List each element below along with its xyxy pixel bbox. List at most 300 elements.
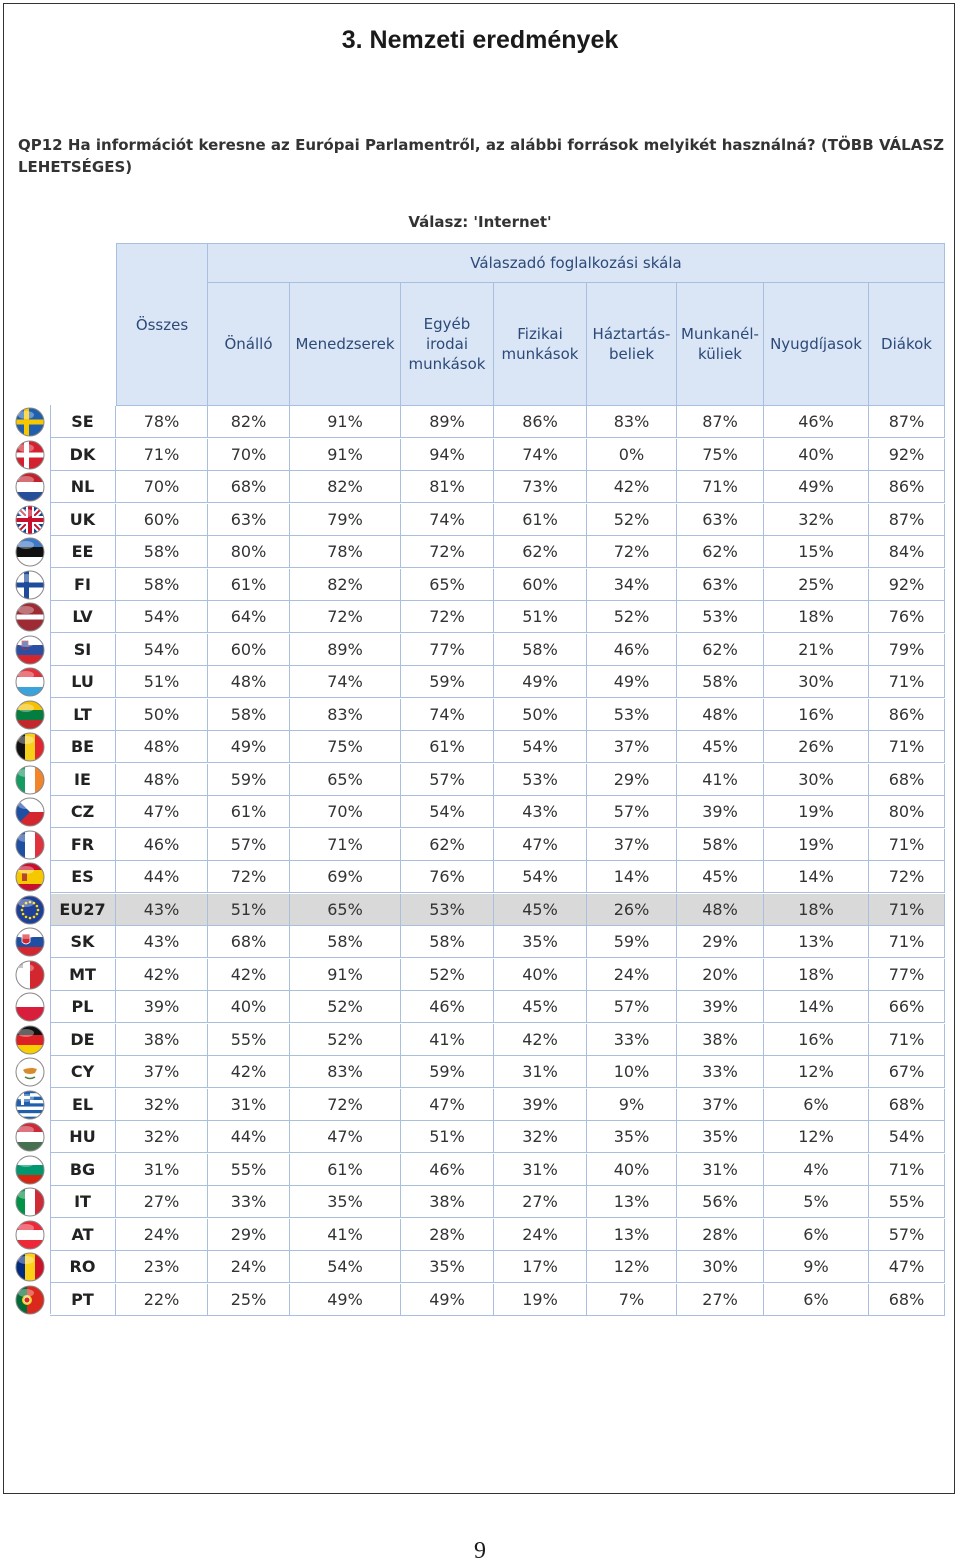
cell-value: 68% bbox=[869, 1284, 945, 1315]
cell-value: 46% bbox=[587, 634, 677, 665]
cell-total: 44% bbox=[116, 861, 208, 892]
country-code: EU27 bbox=[50, 894, 116, 925]
country-code: PL bbox=[50, 991, 116, 1022]
cell-value: 80% bbox=[208, 536, 290, 567]
cell-value: 9% bbox=[764, 1251, 869, 1282]
cell-value: 32% bbox=[764, 504, 869, 535]
cell-value: 76% bbox=[869, 601, 945, 632]
cell-value: 41% bbox=[401, 1024, 494, 1055]
table-row bbox=[50, 731, 945, 763]
cell-value: 83% bbox=[587, 406, 677, 437]
country-code: SE bbox=[50, 406, 116, 437]
country-code: SI bbox=[50, 634, 116, 665]
table-left-border bbox=[50, 405, 51, 1314]
table-row bbox=[50, 569, 945, 601]
cell-value: 49% bbox=[494, 666, 587, 697]
cell-value: 30% bbox=[764, 666, 869, 697]
cell-value: 62% bbox=[401, 829, 494, 860]
flag-portugal-icon bbox=[15, 1285, 45, 1315]
cell-total: 60% bbox=[116, 504, 208, 535]
table-row bbox=[50, 601, 945, 633]
answer-label: Válasz: 'Internet' bbox=[408, 213, 552, 231]
cell-value: 33% bbox=[677, 1056, 764, 1087]
cell-total: 42% bbox=[116, 959, 208, 990]
cell-value: 53% bbox=[401, 894, 494, 925]
cell-value: 59% bbox=[401, 1056, 494, 1087]
cell-value: 60% bbox=[208, 634, 290, 665]
cell-total: 32% bbox=[116, 1089, 208, 1120]
cell-value: 39% bbox=[494, 1089, 587, 1120]
country-code: DK bbox=[50, 439, 116, 470]
country-code: BE bbox=[50, 731, 116, 762]
cell-value: 91% bbox=[290, 439, 401, 470]
cell-value: 51% bbox=[208, 894, 290, 925]
country-code: LV bbox=[50, 601, 116, 632]
cell-value: 58% bbox=[401, 926, 494, 957]
cell-total: 58% bbox=[116, 569, 208, 600]
cell-value: 35% bbox=[677, 1121, 764, 1152]
cell-value: 26% bbox=[764, 731, 869, 762]
cell-value: 52% bbox=[587, 601, 677, 632]
country-code: FI bbox=[50, 569, 116, 600]
cell-value: 49% bbox=[290, 1284, 401, 1315]
cell-value: 87% bbox=[677, 406, 764, 437]
flag-uk-icon bbox=[15, 505, 45, 535]
flag-denmark-icon bbox=[15, 440, 45, 470]
country-code: DE bbox=[50, 1024, 116, 1055]
cell-value: 57% bbox=[401, 764, 494, 795]
cell-total: 37% bbox=[116, 1056, 208, 1087]
cell-value: 26% bbox=[587, 894, 677, 925]
cell-value: 63% bbox=[677, 504, 764, 535]
cell-value: 12% bbox=[587, 1251, 677, 1282]
cell-value: 41% bbox=[290, 1219, 401, 1250]
cell-value: 68% bbox=[208, 926, 290, 957]
cell-value: 19% bbox=[764, 796, 869, 827]
cell-value: 29% bbox=[208, 1219, 290, 1250]
cell-value: 53% bbox=[677, 601, 764, 632]
table-row bbox=[50, 959, 945, 991]
cell-value: 77% bbox=[869, 959, 945, 990]
cell-value: 73% bbox=[494, 471, 587, 502]
cell-value: 71% bbox=[869, 926, 945, 957]
cell-value: 54% bbox=[290, 1251, 401, 1282]
cell-value: 69% bbox=[290, 861, 401, 892]
country-code: PT bbox=[50, 1284, 116, 1315]
table-row bbox=[50, 829, 945, 861]
cell-value: 16% bbox=[764, 1024, 869, 1055]
cell-total: 54% bbox=[116, 634, 208, 665]
cell-value: 74% bbox=[401, 699, 494, 730]
flag-poland-icon bbox=[15, 992, 45, 1022]
cell-value: 78% bbox=[290, 536, 401, 567]
cell-value: 59% bbox=[401, 666, 494, 697]
cell-value: 51% bbox=[401, 1121, 494, 1152]
cell-value: 71% bbox=[869, 894, 945, 925]
cell-value: 17% bbox=[494, 1251, 587, 1282]
cell-value: 31% bbox=[494, 1056, 587, 1087]
cell-value: 18% bbox=[764, 959, 869, 990]
table-row bbox=[50, 1219, 945, 1251]
cell-total: 38% bbox=[116, 1024, 208, 1055]
cell-value: 49% bbox=[587, 666, 677, 697]
country-code: HU bbox=[50, 1121, 116, 1152]
cell-total: 22% bbox=[116, 1284, 208, 1315]
cell-value: 35% bbox=[290, 1186, 401, 1217]
cell-value: 52% bbox=[290, 991, 401, 1022]
cell-value: 72% bbox=[290, 601, 401, 632]
cell-value: 89% bbox=[290, 634, 401, 665]
cell-value: 65% bbox=[401, 569, 494, 600]
cell-value: 18% bbox=[764, 601, 869, 632]
cell-value: 92% bbox=[869, 439, 945, 470]
cell-value: 72% bbox=[290, 1089, 401, 1120]
cell-value: 7% bbox=[587, 1284, 677, 1315]
table-row bbox=[50, 536, 945, 568]
cell-value: 71% bbox=[290, 829, 401, 860]
cell-value: 48% bbox=[677, 894, 764, 925]
table-row bbox=[50, 991, 945, 1023]
flag-finland-icon bbox=[15, 570, 45, 600]
table-row bbox=[50, 1251, 945, 1283]
flag-netherlands-icon bbox=[15, 472, 45, 502]
flag-greece-icon bbox=[15, 1090, 45, 1120]
cell-value: 31% bbox=[677, 1154, 764, 1185]
column-header: Háztartás-beliek bbox=[587, 283, 677, 406]
cell-value: 84% bbox=[869, 536, 945, 567]
cell-value: 27% bbox=[494, 1186, 587, 1217]
cell-value: 61% bbox=[290, 1154, 401, 1185]
cell-value: 58% bbox=[290, 926, 401, 957]
cell-value: 65% bbox=[290, 894, 401, 925]
cell-value: 34% bbox=[587, 569, 677, 600]
cell-value: 33% bbox=[587, 1024, 677, 1055]
cell-value: 83% bbox=[290, 699, 401, 730]
cell-value: 35% bbox=[494, 926, 587, 957]
cell-value: 53% bbox=[494, 764, 587, 795]
flag-austria-icon bbox=[15, 1220, 45, 1250]
cell-value: 92% bbox=[869, 569, 945, 600]
cell-value: 76% bbox=[401, 861, 494, 892]
cell-value: 62% bbox=[677, 634, 764, 665]
flag-belgium-icon bbox=[15, 732, 45, 762]
flag-eu-icon bbox=[15, 895, 45, 925]
cell-value: 74% bbox=[290, 666, 401, 697]
cell-value: 42% bbox=[494, 1024, 587, 1055]
cell-value: 40% bbox=[208, 991, 290, 1022]
column-header: Munkanél-küliek bbox=[677, 283, 764, 406]
cell-value: 57% bbox=[208, 829, 290, 860]
cell-value: 56% bbox=[677, 1186, 764, 1217]
cell-value: 6% bbox=[764, 1089, 869, 1120]
cell-value: 91% bbox=[290, 959, 401, 990]
cell-value: 53% bbox=[587, 699, 677, 730]
cell-value: 44% bbox=[208, 1121, 290, 1152]
cell-value: 86% bbox=[869, 471, 945, 502]
cell-total: 39% bbox=[116, 991, 208, 1022]
cell-value: 55% bbox=[208, 1024, 290, 1055]
cell-value: 31% bbox=[208, 1089, 290, 1120]
cell-value: 48% bbox=[677, 699, 764, 730]
cell-total: 43% bbox=[116, 926, 208, 957]
country-code: NL bbox=[50, 471, 116, 502]
flag-bulgaria-icon bbox=[15, 1155, 45, 1185]
cell-value: 57% bbox=[587, 796, 677, 827]
cell-value: 82% bbox=[290, 471, 401, 502]
table-row bbox=[50, 1284, 945, 1316]
cell-value: 79% bbox=[290, 504, 401, 535]
cell-value: 70% bbox=[208, 439, 290, 470]
cell-value: 13% bbox=[587, 1186, 677, 1217]
cell-value: 91% bbox=[290, 406, 401, 437]
cell-value: 54% bbox=[494, 861, 587, 892]
cell-value: 6% bbox=[764, 1284, 869, 1315]
cell-value: 68% bbox=[869, 1089, 945, 1120]
cell-value: 72% bbox=[401, 601, 494, 632]
country-code: AT bbox=[50, 1219, 116, 1250]
page-title: 3. Nemzeti eredmények bbox=[341, 26, 619, 54]
cell-value: 83% bbox=[290, 1056, 401, 1087]
cell-value: 62% bbox=[494, 536, 587, 567]
cell-value: 19% bbox=[764, 829, 869, 860]
cell-value: 29% bbox=[587, 764, 677, 795]
cell-value: 43% bbox=[494, 796, 587, 827]
cell-value: 38% bbox=[401, 1186, 494, 1217]
cell-value: 63% bbox=[677, 569, 764, 600]
cell-value: 42% bbox=[587, 471, 677, 502]
flag-germany-icon bbox=[15, 1025, 45, 1055]
cell-value: 47% bbox=[290, 1121, 401, 1152]
cell-value: 46% bbox=[401, 1154, 494, 1185]
cell-value: 49% bbox=[764, 471, 869, 502]
cell-value: 87% bbox=[869, 504, 945, 535]
cell-value: 57% bbox=[587, 991, 677, 1022]
cell-value: 74% bbox=[494, 439, 587, 470]
cell-total: 48% bbox=[116, 731, 208, 762]
column-header: Fizikai munkások bbox=[494, 283, 587, 406]
cell-value: 68% bbox=[869, 764, 945, 795]
cell-value: 77% bbox=[401, 634, 494, 665]
cell-value: 13% bbox=[764, 926, 869, 957]
flag-hungary-icon bbox=[15, 1122, 45, 1152]
cell-value: 45% bbox=[677, 861, 764, 892]
cell-value: 19% bbox=[494, 1284, 587, 1315]
flag-ireland-icon bbox=[15, 765, 45, 795]
cell-value: 82% bbox=[290, 569, 401, 600]
flag-malta-icon bbox=[15, 960, 45, 990]
table-row bbox=[50, 666, 945, 698]
flag-slovenia-icon bbox=[15, 635, 45, 665]
flag-france-icon bbox=[15, 830, 45, 860]
cell-value: 46% bbox=[764, 406, 869, 437]
cell-value: 71% bbox=[869, 1024, 945, 1055]
country-code: IE bbox=[50, 764, 116, 795]
cell-value: 20% bbox=[677, 959, 764, 990]
cell-value: 30% bbox=[677, 1251, 764, 1282]
cell-value: 72% bbox=[401, 536, 494, 567]
column-header: Menedzserek bbox=[290, 283, 401, 406]
cell-value: 79% bbox=[869, 634, 945, 665]
cell-value: 9% bbox=[587, 1089, 677, 1120]
cell-total: 48% bbox=[116, 764, 208, 795]
table-row bbox=[50, 861, 945, 893]
country-code: LT bbox=[50, 699, 116, 730]
country-code: EL bbox=[50, 1089, 116, 1120]
flag-lithuania-icon bbox=[15, 700, 45, 730]
cell-value: 62% bbox=[677, 536, 764, 567]
cell-value: 70% bbox=[290, 796, 401, 827]
cell-value: 65% bbox=[290, 764, 401, 795]
cell-total: 31% bbox=[116, 1154, 208, 1185]
cell-value: 12% bbox=[764, 1121, 869, 1152]
cell-value: 6% bbox=[764, 1219, 869, 1250]
cell-value: 82% bbox=[208, 406, 290, 437]
cell-value: 14% bbox=[587, 861, 677, 892]
cell-value: 58% bbox=[677, 666, 764, 697]
cell-value: 51% bbox=[494, 601, 587, 632]
cell-value: 72% bbox=[587, 536, 677, 567]
cell-value: 50% bbox=[494, 699, 587, 730]
cell-value: 75% bbox=[677, 439, 764, 470]
cell-value: 39% bbox=[677, 796, 764, 827]
flag-romania-icon bbox=[15, 1252, 45, 1282]
table-row bbox=[50, 1154, 945, 1186]
cell-value: 52% bbox=[290, 1024, 401, 1055]
cell-value: 28% bbox=[677, 1219, 764, 1250]
cell-value: 47% bbox=[869, 1251, 945, 1282]
table-row bbox=[50, 699, 945, 731]
cell-value: 24% bbox=[494, 1219, 587, 1250]
cell-value: 37% bbox=[677, 1089, 764, 1120]
cell-value: 47% bbox=[494, 829, 587, 860]
cell-value: 94% bbox=[401, 439, 494, 470]
flag-slovakia-icon bbox=[15, 927, 45, 957]
cell-value: 54% bbox=[494, 731, 587, 762]
flag-latvia-icon bbox=[15, 602, 45, 632]
cell-value: 74% bbox=[401, 504, 494, 535]
cell-value: 41% bbox=[677, 764, 764, 795]
cell-value: 13% bbox=[587, 1219, 677, 1250]
cell-value: 81% bbox=[401, 471, 494, 502]
cell-total: 46% bbox=[116, 829, 208, 860]
cell-value: 14% bbox=[764, 991, 869, 1022]
cell-value: 47% bbox=[401, 1089, 494, 1120]
cell-value: 63% bbox=[208, 504, 290, 535]
cell-value: 29% bbox=[677, 926, 764, 957]
column-header: Önálló bbox=[208, 283, 290, 406]
cell-value: 18% bbox=[764, 894, 869, 925]
cell-value: 61% bbox=[208, 796, 290, 827]
page-number: 9 bbox=[474, 1538, 486, 1564]
cell-value: 24% bbox=[587, 959, 677, 990]
cell-value: 71% bbox=[869, 731, 945, 762]
table-row bbox=[50, 504, 945, 536]
cell-total: 50% bbox=[116, 699, 208, 730]
country-code: ES bbox=[50, 861, 116, 892]
cell-total: 71% bbox=[116, 439, 208, 470]
cell-value: 42% bbox=[208, 1056, 290, 1087]
country-code: RO bbox=[50, 1251, 116, 1282]
table-row bbox=[50, 1186, 945, 1218]
cell-value: 89% bbox=[401, 406, 494, 437]
cell-value: 25% bbox=[764, 569, 869, 600]
cell-total: 58% bbox=[116, 536, 208, 567]
cell-value: 80% bbox=[869, 796, 945, 827]
cell-value: 40% bbox=[494, 959, 587, 990]
table-row bbox=[50, 1089, 945, 1121]
cell-value: 61% bbox=[401, 731, 494, 762]
cell-value: 58% bbox=[677, 829, 764, 860]
cell-value: 52% bbox=[401, 959, 494, 990]
cell-total: 43% bbox=[116, 894, 208, 925]
column-header: Diákok bbox=[869, 283, 945, 406]
cell-value: 86% bbox=[494, 406, 587, 437]
flag-estonia-icon bbox=[15, 537, 45, 567]
cell-value: 25% bbox=[208, 1284, 290, 1315]
cell-value: 14% bbox=[764, 861, 869, 892]
cell-value: 5% bbox=[764, 1186, 869, 1217]
cell-value: 58% bbox=[208, 699, 290, 730]
cell-value: 0% bbox=[587, 439, 677, 470]
cell-value: 10% bbox=[587, 1056, 677, 1087]
cell-value: 42% bbox=[208, 959, 290, 990]
country-code: UK bbox=[50, 504, 116, 535]
cell-value: 15% bbox=[764, 536, 869, 567]
table-row bbox=[50, 471, 945, 503]
cell-value: 72% bbox=[208, 861, 290, 892]
cell-total: 32% bbox=[116, 1121, 208, 1152]
cell-value: 49% bbox=[208, 731, 290, 762]
country-code: MT bbox=[50, 959, 116, 990]
cell-value: 87% bbox=[869, 406, 945, 437]
country-code: CY bbox=[50, 1056, 116, 1087]
cell-value: 39% bbox=[677, 991, 764, 1022]
cell-value: 45% bbox=[677, 731, 764, 762]
flag-czech-icon bbox=[15, 797, 45, 827]
cell-value: 24% bbox=[208, 1251, 290, 1282]
country-code: LU bbox=[50, 666, 116, 697]
cell-value: 61% bbox=[208, 569, 290, 600]
cell-value: 68% bbox=[208, 471, 290, 502]
cell-total: 78% bbox=[116, 406, 208, 437]
cell-value: 67% bbox=[869, 1056, 945, 1087]
column-header: Nyugdíjasok bbox=[764, 283, 869, 406]
cell-value: 54% bbox=[401, 796, 494, 827]
table-row bbox=[50, 406, 945, 438]
cell-value: 59% bbox=[587, 926, 677, 957]
cell-value: 21% bbox=[764, 634, 869, 665]
cell-value: 52% bbox=[587, 504, 677, 535]
country-code: SK bbox=[50, 926, 116, 957]
cell-total: 51% bbox=[116, 666, 208, 697]
cell-value: 72% bbox=[869, 861, 945, 892]
flag-sweden-icon bbox=[15, 407, 45, 437]
cell-value: 45% bbox=[494, 991, 587, 1022]
table-row bbox=[50, 439, 945, 471]
question-text: QP12 Ha információt keresne az Európai Parlamentről, az alábbi források melyikét használná? (TÖBB VÁLASZ LEHETSÉGES) bbox=[18, 136, 944, 176]
cell-value: 46% bbox=[401, 991, 494, 1022]
table-row bbox=[50, 634, 945, 666]
cell-value: 38% bbox=[677, 1024, 764, 1055]
table-row bbox=[50, 894, 945, 926]
cell-value: 71% bbox=[869, 1154, 945, 1185]
header-total: Összes bbox=[116, 243, 208, 406]
cell-value: 71% bbox=[869, 829, 945, 860]
cell-value: 33% bbox=[208, 1186, 290, 1217]
cell-value: 37% bbox=[587, 731, 677, 762]
cell-total: 54% bbox=[116, 601, 208, 632]
cell-value: 64% bbox=[208, 601, 290, 632]
